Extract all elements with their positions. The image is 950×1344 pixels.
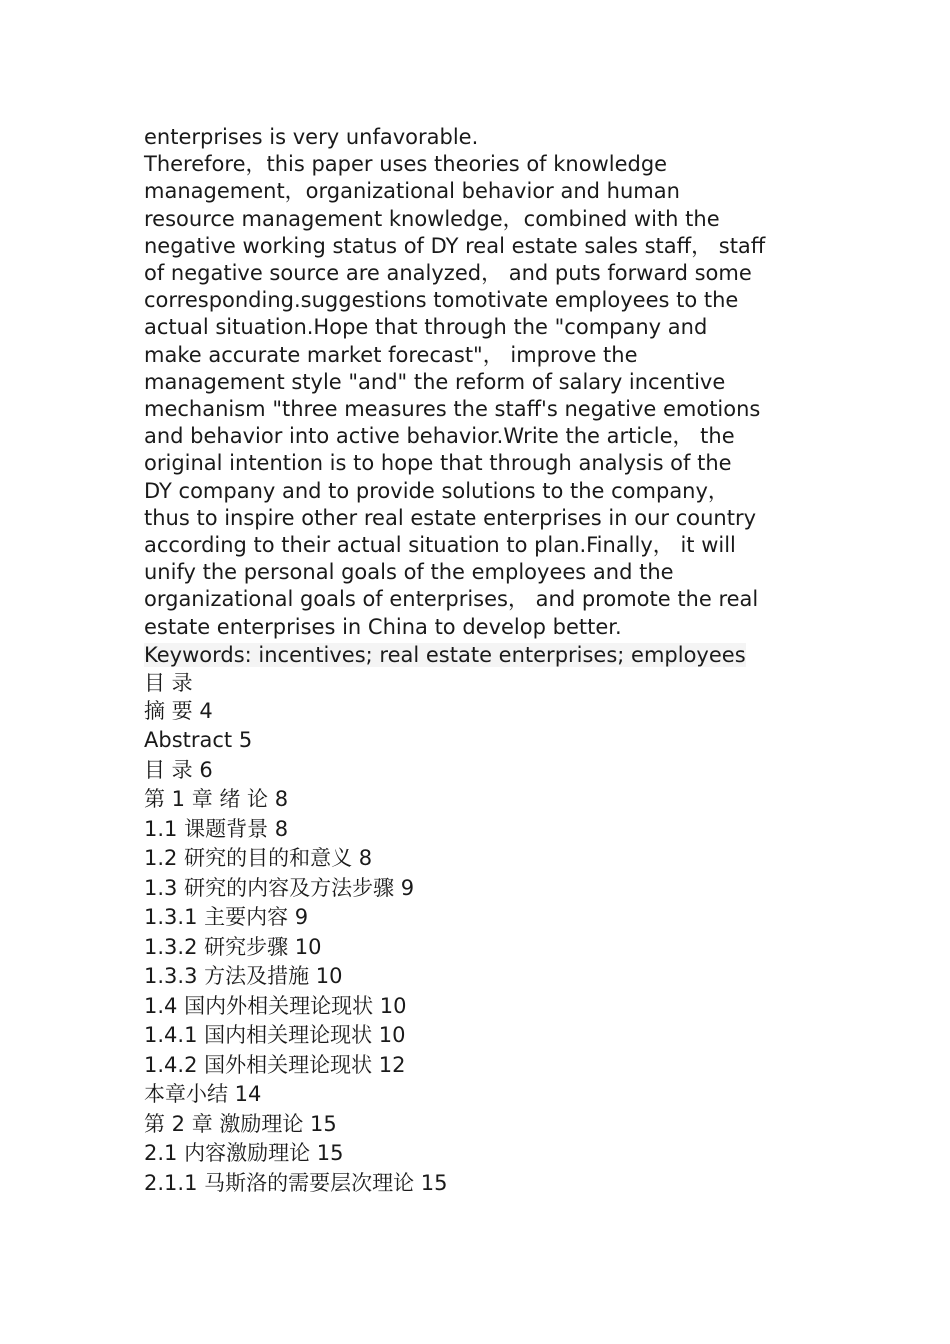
document-page [144,124,814,1198]
toc-item: 1.2 研究的目的和意义 8 [144,846,373,871]
toc-item: Abstract 5 [144,728,253,753]
toc-item: 2.1.1 马斯洛的需要层次理论 15 [144,1170,448,1195]
toc-item: 1.3.3 方法及措施 10 [144,964,343,989]
toc-item: 1.3 研究的内容及方法步骤 9 [144,875,415,900]
toc-item: 1.4.2 国外相关理论现状 12 [144,1052,406,1077]
toc-item: 本章小结 14 [144,1082,262,1107]
keywords-line [144,641,814,669]
toc-item: 1.4.1 国内相关理论现状 10 [144,1023,406,1048]
table-of-contents [144,697,814,1199]
toc-item: 摘 要 4 [144,698,213,723]
keywords-text: Keywords: incentives; real estate enterprises; employees [144,642,746,667]
toc-item: 第 2 章 激励理论 15 [144,1111,337,1136]
toc-item: 1.4 国内外相关理论现状 10 [144,993,407,1018]
toc-item: 目 录 6 [144,757,213,782]
toc-item: 1.3.2 研究步骤 10 [144,934,322,959]
toc-item: 第 1 章 绪 论 8 [144,787,289,812]
abstract-continuation: enterprises is very unfavorable. [144,125,479,149]
toc-item: 1.3.1 主要内容 9 [144,905,309,930]
toc-item: 1.1 课题背景 8 [144,816,289,841]
toc-title: 目 录 [144,670,193,695]
abstract-paragraph: Therefore，this paper uses theories of knowledge management，organizational behavior and human resource management knowledge，combined with the negative working status of DY real estate sales staff， staff of negative source are analyzed， and puts forward some corresponding.suggestions tomotivate employees to the actual situation.Hope that through the "company and make accurate market forecast"， improve the management style "and" the reform of salary incentive mechanism "three measures the staff's negative emotions and behavior into active behavior.Write the article， the original intention is to hope that through analysis of the DY company and to provide solutions to the company， thus to inspire other real estate enterprises in our country according to their actual situation to plan.Finally， it will unify the personal goals of the employees and the organizational goals of enterprises， and promote the real estate enterprises in China to develop better. [144,152,766,639]
toc-item: 2.1 内容激励理论 15 [144,1141,344,1166]
